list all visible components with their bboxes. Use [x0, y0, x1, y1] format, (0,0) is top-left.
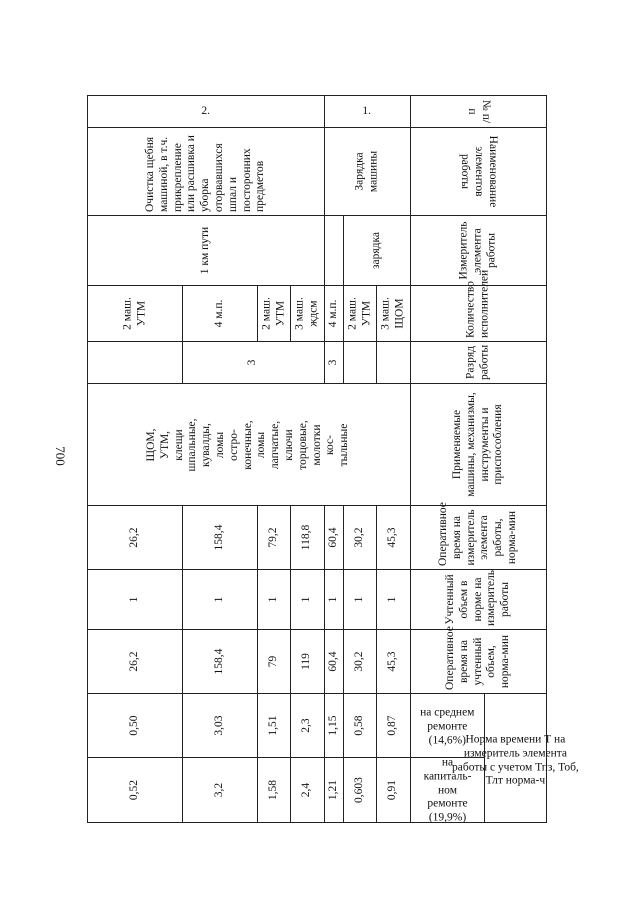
header-norm-mid: на среднем ремонте (14,6%): [410, 694, 484, 758]
row1-cap-2: 0,603: [343, 758, 376, 823]
row2-qty-1: 3 маш. ждсм: [291, 286, 324, 342]
header-op-time-acc: Оперативное время на учтенный объем, норма-мин: [410, 630, 546, 694]
row2-name: Очистка щебня машиной, в т.ч. прикрепление или расшивка и уборка оторвавшихся шпал и посторонних предметов: [88, 128, 325, 216]
row2-opacc-1: 119: [291, 630, 324, 694]
row2-mid-2: 1,51: [258, 694, 291, 758]
header-name: Наименование элементов работы: [410, 128, 546, 216]
header-norm-group: Норма времени Т на измеритель элемента работы с учетом Тпз, Тоб, Тлт норма-ч: [484, 694, 546, 823]
header-op-time: Оперативное время на измеритель элемента работы, норма-мин: [410, 506, 546, 570]
row2-grade: 3: [183, 342, 325, 384]
norm-table-rotated: [87, 95, 579, 824]
row1-name: Зарядка машины: [324, 128, 410, 216]
row1-op-1: 45,3: [377, 506, 410, 570]
row2-opacc-4: 26,2: [88, 630, 183, 694]
row1-qty-1: 3 маш. ЩОМ: [377, 286, 410, 342]
header-accounted: Учтенный объем в норме на измеритель работы: [410, 570, 546, 630]
row2-acc-4: 1: [88, 570, 183, 630]
row2-op-1: 118,8: [291, 506, 324, 570]
row1-mid-3: 1,15: [324, 694, 343, 758]
row1-opacc-3: 60,4: [324, 630, 343, 694]
row1-op-3: 60,4: [324, 506, 343, 570]
row1-acc-1: 1: [377, 570, 410, 630]
row1-mid-1: 0,87: [377, 694, 410, 758]
row1-qty-3: 4 м.п.: [324, 286, 343, 342]
row2-acc-2: 1: [258, 570, 291, 630]
header-norm-cap: на капиталь-ном ремонте (19,9%): [410, 758, 484, 823]
row1-meter-3: [324, 216, 343, 286]
row2-opacc-2: 79: [258, 630, 291, 694]
row1-grade-3: 3: [324, 342, 343, 384]
row2-opacc-3: 158,4: [183, 630, 258, 694]
header-meter: Измеритель элемента работы: [410, 216, 546, 286]
row2-qty-2: 2 маш. УТМ: [258, 286, 291, 342]
row1-opacc-2: 30,2: [343, 630, 376, 694]
row1-qty-2: 2 маш. УТМ: [343, 286, 376, 342]
row1-meter: зарядка: [343, 216, 410, 286]
row1-cap-1: 0,91: [377, 758, 410, 823]
row2-mid-3: 3,03: [183, 694, 258, 758]
machines-cell: ЩОМ, УТМ, клещи шпальные, кувалды, ломы остро-конечные, ломы лапчатые, ключи торцовые, молотки кос-тыльные: [88, 384, 411, 506]
row1-cap-3: 1,21: [324, 758, 343, 823]
row2-num: 2.: [88, 96, 325, 128]
row1-grade-2: [343, 342, 376, 384]
row2-qty-3: 4 м.п.: [183, 286, 258, 342]
row2-cap-3: 3,2: [183, 758, 258, 823]
header-grade: Разряд работы: [410, 342, 546, 384]
row1-num: 1.: [324, 96, 410, 128]
row1-acc-2: 1: [343, 570, 376, 630]
row2-cap-2: 1,58: [258, 758, 291, 823]
row1-op-2: 30,2: [343, 506, 376, 570]
row1-grade-1: [377, 342, 410, 384]
row2-acc-3: 1: [183, 570, 258, 630]
row2-grade-4: [88, 342, 183, 384]
row1-mid-2: 0,58: [343, 694, 376, 758]
row2-op-4: 26,2: [88, 506, 183, 570]
row2-qty-4: 2 маш. УТМ: [88, 286, 183, 342]
row2-op-3: 158,4: [183, 506, 258, 570]
row2-op-2: 79,2: [258, 506, 291, 570]
row2-mid-1: 2,3: [291, 694, 324, 758]
page-number: 700: [53, 446, 68, 466]
row2-mid-4: 0,50: [88, 694, 183, 758]
row2-acc-1: 1: [291, 570, 324, 630]
row2-cap-4: 0,52: [88, 758, 183, 823]
row1-acc-3: 1: [324, 570, 343, 630]
header-machines: Применяемые машины, механизмы, инструменты и приспособления: [410, 384, 546, 506]
row1-opacc-1: 45,3: [377, 630, 410, 694]
table-row: [377, 96, 410, 823]
row2-meter: 1 км пути: [88, 216, 325, 286]
norm-table: [87, 95, 579, 824]
header-qty: Количество исполнителей: [410, 286, 546, 342]
header-num: № п/п: [410, 96, 546, 128]
row2-cap-1: 2,4: [291, 758, 324, 823]
